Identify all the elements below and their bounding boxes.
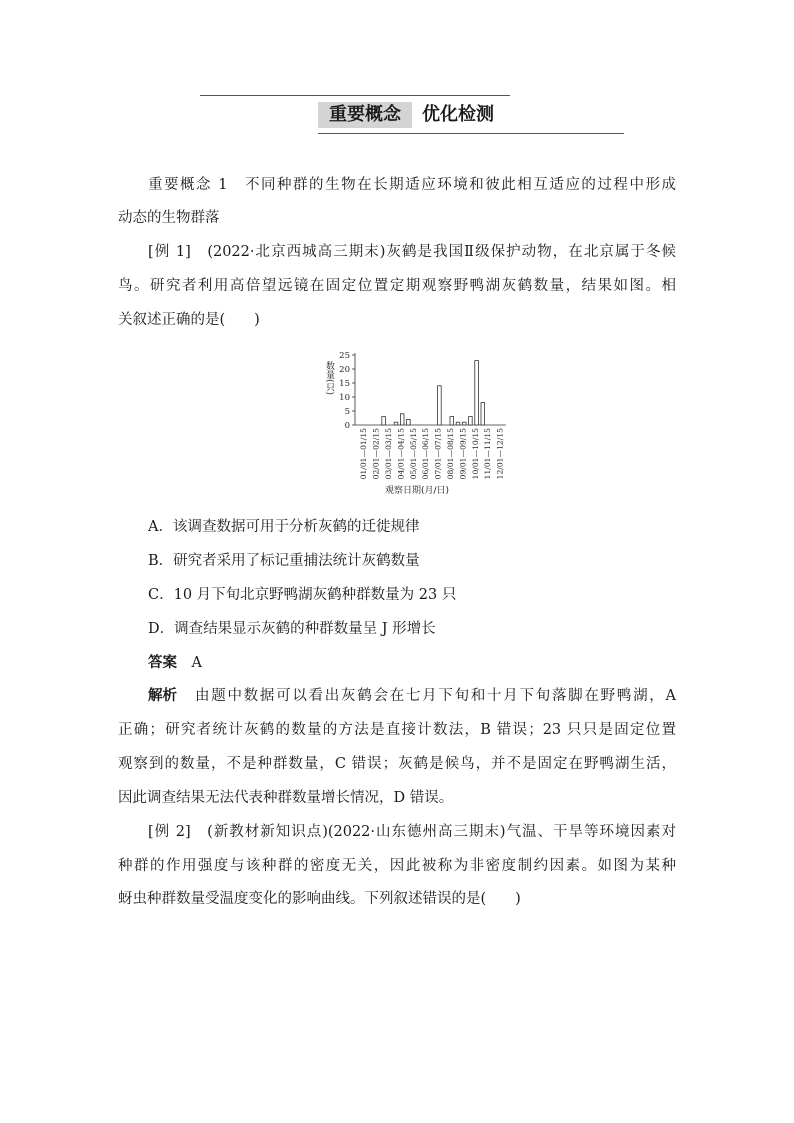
bar	[438, 386, 442, 425]
y-tick-label: 25	[339, 351, 350, 361]
x-tick-label: 12/01—12/15	[495, 428, 505, 480]
analysis-line-3: 观察到的数量，不是种群数量，C 错误；灰鹤是候鸟，并不是固定在野鸭湖生活，	[118, 756, 676, 772]
x-axis-label: 观察日期(月/日)	[384, 486, 450, 496]
bar	[450, 417, 454, 425]
concept-line-2: 动态的生物群落	[118, 210, 220, 226]
x-tick-label: 10/01—10/15	[470, 428, 480, 480]
header-title: 优化检测	[422, 104, 494, 125]
y-tick-label: 20	[339, 365, 350, 375]
answer-value: A	[191, 655, 202, 671]
header-rule-bottom	[318, 133, 624, 134]
x-tick-label: 11/01—11/15	[483, 428, 493, 480]
example2-line-2: 种群的作用强度与该种群的密度无关，因此被称为非密度制约因素。如图为某种	[118, 858, 676, 874]
analysis-text-1: 由题中数据可以看出灰鹤会在七月下旬和十月下旬落脚在野鸭湖，A	[195, 688, 676, 704]
bar	[382, 417, 386, 425]
bar	[469, 417, 473, 425]
bar	[400, 414, 404, 425]
example2-line-1: [例 2] (新教材新知识点)(2022·山东德州高三期末)气温、干旱等环境因素对	[148, 824, 676, 840]
analysis-line-1	[148, 686, 676, 706]
bar	[456, 422, 460, 425]
analysis-line-2: 正确；研究者统计灰鹤的数量的方法是直接计数法，B 错误；23 只只是固定位置	[118, 722, 676, 738]
bar	[394, 422, 398, 425]
header-rule-top	[200, 95, 510, 96]
x-tick-label: 07/01—07/15	[433, 428, 443, 480]
example1-line-2: 鸟。研究者利用高倍望远镜在固定位置定期观察野鸭湖灰鹤数量，结果如图。相	[118, 278, 676, 294]
answer-label: 答案	[148, 655, 177, 671]
option-c: C．10 月下旬北京野鸭湖灰鹤种群数量为 23 只	[148, 587, 457, 603]
x-tick-label: 01/01—01/15	[359, 428, 369, 480]
y-tick-label: 10	[339, 393, 350, 403]
option-a: A．该调查数据可用于分析灰鹤的迁徙规律	[148, 519, 420, 535]
concept-line-1: 重要概念 1 不同种群的生物在长期适应环境和彼此相互适应的过程中形成	[148, 177, 676, 193]
y-axis-label: 数量(只)	[324, 361, 334, 396]
analysis-label: 解析	[148, 688, 177, 704]
x-tick-label: 09/01—09/15	[458, 428, 468, 480]
x-tick-label: 02/01—02/15	[371, 428, 381, 480]
x-tick-label: 03/01—03/15	[384, 428, 393, 480]
bar	[407, 419, 411, 425]
answer-row	[148, 653, 202, 673]
bar-chart	[322, 343, 508, 503]
analysis-line-4: 因此调查结果无法代表种群数量增长情况，D 错误。	[118, 790, 454, 806]
option-b: B．研究者采用了标记重捕法统计灰鹤数量	[148, 553, 420, 569]
example2-line-3: 蚜虫种群数量受温度变化的影响曲线。下列叙述错误的是( )	[118, 891, 521, 907]
y-tick-label: 0	[344, 421, 350, 431]
y-tick-label: 5	[344, 407, 350, 417]
option-d: D．调查结果显示灰鹤的种群数量呈 J 形增长	[148, 621, 436, 637]
x-tick-label: 06/01—06/15	[421, 428, 431, 480]
example1-line-3: 关叙述正确的是( )	[118, 312, 260, 328]
bar	[475, 361, 479, 425]
y-tick-label: 15	[339, 379, 350, 389]
bar	[462, 422, 466, 425]
example1-line-1: [例 1] (2022·北京西城高三期末)灰鹤是我国Ⅱ级保护动物，在北京属于冬候	[148, 244, 676, 260]
x-tick-label: 08/01—08/15	[446, 428, 455, 480]
bar	[481, 403, 485, 425]
x-tick-label: 05/01—05/15	[408, 428, 418, 480]
x-tick-label: 04/01—04/15	[396, 428, 406, 480]
header-box-title: 重要概念	[318, 102, 412, 128]
